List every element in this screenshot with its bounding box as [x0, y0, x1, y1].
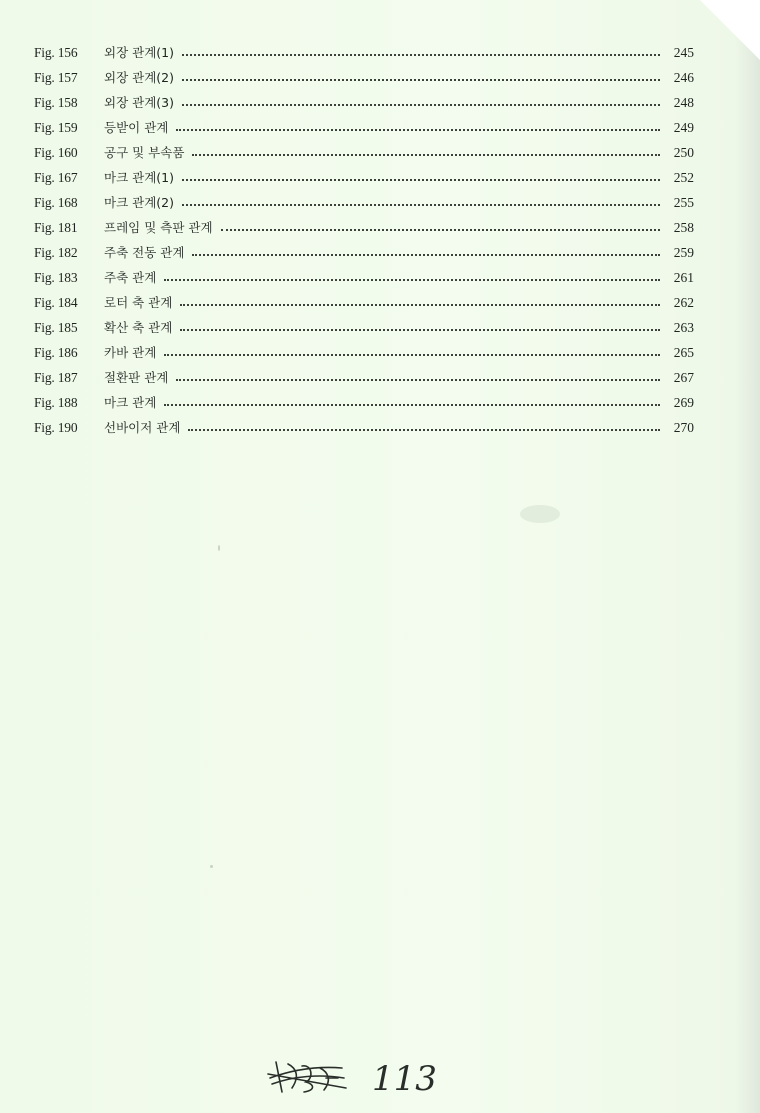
toc-row	[34, 390, 694, 415]
figure-number: Fig. 159	[34, 120, 78, 135]
figure-title: 프레임 및 측판 관계	[104, 220, 213, 235]
handwritten-number: 113	[372, 1059, 437, 1098]
figure-number: Fig. 184	[34, 295, 78, 310]
page-number: 255	[673, 195, 694, 210]
page-number: 263	[673, 320, 694, 335]
scribble-mark	[268, 1062, 346, 1092]
page-corner	[700, 0, 760, 60]
dot-leader	[180, 303, 660, 306]
figure-title: 공구 및 부속품	[104, 145, 185, 160]
dot-leader	[182, 203, 660, 206]
figure-title: 등받이 관계	[104, 120, 169, 135]
scan-speck	[520, 505, 560, 523]
figure-number: Fig. 181	[34, 220, 78, 235]
toc-row	[34, 165, 694, 190]
figure-number: Fig. 182	[34, 245, 78, 260]
page-number: 261	[673, 270, 694, 285]
figure-number: Fig. 157	[34, 70, 78, 85]
figure-number: Fig. 167	[34, 170, 78, 185]
figure-title: 확산 축 관계	[104, 320, 173, 335]
page-number: 267	[673, 370, 694, 385]
dot-leader	[182, 78, 660, 81]
toc-row	[34, 315, 694, 340]
scan-speck	[210, 865, 213, 868]
toc-row	[34, 40, 694, 65]
page-number: 259	[673, 245, 694, 260]
toc-row	[34, 415, 694, 440]
dot-leader	[180, 328, 660, 331]
scan-speck	[218, 545, 220, 551]
dot-leader	[182, 103, 660, 106]
figure-number: Fig. 156	[34, 45, 78, 60]
page-number: 252	[673, 170, 694, 185]
figure-title: 주축 관계	[104, 270, 157, 285]
figure-number: Fig. 185	[34, 320, 78, 335]
figure-number: Fig. 183	[34, 270, 78, 285]
page-number: 248	[673, 95, 694, 110]
page-number: 246	[673, 70, 694, 85]
page-number: 245	[673, 45, 694, 60]
dot-leader	[221, 228, 660, 231]
toc-row	[34, 290, 694, 315]
figure-index-list	[34, 40, 694, 440]
figure-number: Fig. 188	[34, 395, 78, 410]
figure-title: 마크 관계(1)	[104, 170, 174, 185]
page-number: 270	[673, 420, 694, 435]
dot-leader	[176, 378, 660, 381]
figure-number: Fig. 158	[34, 95, 78, 110]
figure-title: 외장 관계(2)	[104, 70, 174, 85]
page-number: 269	[673, 395, 694, 410]
figure-title: 주축 전동 관계	[104, 245, 185, 260]
figure-title: 마크 관계(2)	[104, 195, 174, 210]
figure-number: Fig. 160	[34, 145, 78, 160]
figure-title: 절환판 관계	[104, 370, 169, 385]
toc-row	[34, 115, 694, 140]
figure-title: 카바 관계	[104, 345, 157, 360]
dot-leader	[182, 53, 660, 56]
figure-title: 외장 관계(3)	[104, 95, 174, 110]
toc-row	[34, 365, 694, 390]
toc-row	[34, 190, 694, 215]
page-number: 249	[673, 120, 694, 135]
page-number: 258	[673, 220, 694, 235]
toc-row	[34, 65, 694, 90]
dot-leader	[188, 428, 660, 431]
toc-row	[34, 265, 694, 290]
figure-title: 마크 관계	[104, 395, 157, 410]
dot-leader	[164, 278, 660, 281]
dot-leader	[164, 353, 660, 356]
figure-number: Fig. 190	[34, 420, 78, 435]
figure-number: Fig. 186	[34, 345, 78, 360]
toc-row	[34, 140, 694, 165]
figure-number: Fig. 168	[34, 195, 78, 210]
dot-leader	[164, 403, 660, 406]
toc-row	[34, 90, 694, 115]
dot-leader	[176, 128, 660, 131]
dot-leader	[182, 178, 660, 181]
page-number: 250	[673, 145, 694, 160]
page-number: 265	[673, 345, 694, 360]
toc-row	[34, 215, 694, 240]
toc-row	[34, 240, 694, 265]
toc-row	[34, 340, 694, 365]
page-number: 262	[673, 295, 694, 310]
dot-leader	[192, 153, 660, 156]
scan-edge-shadow	[734, 0, 760, 1113]
figure-number: Fig. 187	[34, 370, 78, 385]
figure-title: 외장 관계(1)	[104, 45, 174, 60]
figure-title: 로터 축 관계	[104, 295, 173, 310]
dot-leader	[192, 253, 660, 256]
handwritten-page-note	[262, 1048, 442, 1098]
figure-title: 선바이저 관계	[104, 420, 181, 435]
